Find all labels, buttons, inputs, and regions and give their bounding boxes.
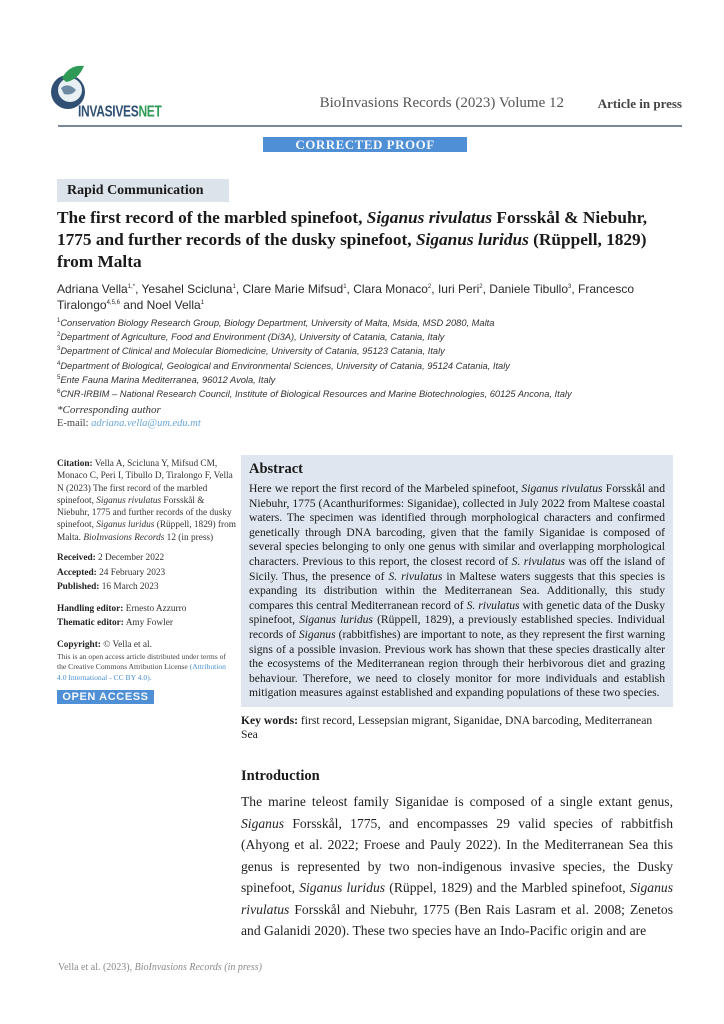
species-name: Siganus rivulatus — [241, 880, 673, 917]
corrected-proof-banner: CORRECTED PROOF — [263, 137, 467, 152]
citation-journal: BioInvasions Records — [83, 532, 165, 543]
species-name: Siganus luridus — [299, 880, 386, 896]
main-column — [241, 455, 673, 942]
citation-text: Forsskål & Niebuhr, 1775 and further records of the dusky spinefoot, — [57, 495, 232, 531]
text-run: Forsskål & Niebuhr, 1775 and further records of the dusky spinefoot, — [57, 208, 648, 249]
article-status: Article in press — [597, 96, 682, 111]
citation-volume: 12 (in press) — [166, 532, 214, 543]
affiliation-text: Department of Biological, Geological and Environmental Sciences, University of Catania, 95124 Catania, Italy — [60, 360, 510, 371]
species-name: Siganus — [241, 815, 285, 831]
keywords-text: first record, Lessepsian migrant, Siganidae, DNA barcoding, Mediterranean Sea — [241, 713, 653, 742]
email-label: E-mail: — [57, 418, 89, 430]
text-run: The first record of the marbled spinefoot, — [57, 208, 367, 227]
article-header-block — [57, 179, 677, 431]
received-value: 2 December 2022 — [98, 553, 165, 564]
copyright-label: Copyright: — [57, 639, 101, 650]
author — [353, 282, 431, 296]
affiliation-number: 4 — [57, 360, 61, 367]
affiliation-text: Ente Fauna Marina Mediterranea, 96012 Avola, Italy — [60, 374, 276, 385]
abstract-text — [249, 482, 665, 701]
affiliation — [57, 373, 677, 387]
species-name: S. rivulatus — [388, 569, 443, 583]
article-title — [57, 207, 657, 273]
affiliation-number: 2 — [57, 332, 61, 339]
copyright-block — [57, 638, 237, 684]
header-divider — [58, 125, 682, 127]
abstract-heading: Abstract — [249, 461, 303, 477]
affiliation-marker: 1 — [200, 300, 205, 306]
handling-editor-value: Ernesto Azzurro — [125, 603, 187, 614]
author-name: Daniele Tibullo — [489, 282, 569, 296]
affiliation-number: 3 — [57, 346, 61, 353]
corresponding-author-note: *Corresponding author — [57, 404, 161, 417]
affiliation-marker: 3 — [568, 284, 572, 290]
handling-editor-label: Handling editor: — [57, 603, 124, 614]
author — [147, 298, 204, 312]
author-name: Clare Marie Mifsud — [242, 282, 344, 296]
species-name: Siganus — [298, 627, 336, 641]
species-name: Siganus rivulatus — [521, 482, 603, 495]
text-run: in Maltese waters suggests that this species is expanding its distribution within the Mediterranean Sea. Additionally, this study compares this central Mediterranean record of — [249, 569, 665, 612]
affiliation — [57, 344, 677, 358]
thematic-editor — [57, 616, 237, 631]
affiliation-marker: 1 — [343, 284, 347, 290]
text-run: (Rüppel, 1829) and the Marbled spinefoot, — [385, 880, 630, 896]
accepted-value: 24 February 2023 — [99, 567, 166, 578]
author-name: Iuri Peri — [437, 282, 480, 296]
affiliation — [57, 330, 677, 344]
accepted-date — [57, 566, 237, 581]
sidebar-column — [57, 458, 237, 704]
affiliation-marker: 1,* — [127, 284, 136, 290]
author-name: Clara Monaco — [353, 282, 428, 296]
citation-species: Siganus luridus — [96, 520, 155, 531]
affiliation-number: 6 — [57, 388, 61, 395]
published-label: Published: — [57, 582, 100, 593]
license-link[interactable]: (Attribution 4.0 International - CC BY 4.0). — [57, 662, 226, 682]
author-name: Adriana Vella — [57, 282, 128, 296]
citation-block — [57, 458, 237, 544]
author — [489, 282, 571, 296]
affiliation-text: Conservation Biology Research Group, Biology Department, University of Malta, Msida, MSD 2080, Malta — [60, 318, 495, 328]
species-name: Siganus rivulatus — [366, 208, 493, 227]
logo-wordmark — [78, 102, 162, 120]
text-run: with genetic data of the Dusky spinefoot, — [249, 598, 665, 627]
author-name: Francesco Tiralongo — [57, 282, 635, 312]
species-name: S. rivulatus — [466, 598, 520, 612]
page-footer — [58, 962, 262, 973]
affiliation — [57, 316, 677, 330]
author-name: Noel Vella — [146, 298, 201, 312]
license-text — [57, 652, 237, 684]
affiliations — [57, 316, 677, 401]
accepted-label: Accepted: — [57, 567, 97, 578]
affiliation-marker: 4,5,6 — [106, 300, 120, 306]
article-type-label: Rapid Communication — [57, 179, 229, 202]
affiliation-marker: 2 — [479, 284, 483, 290]
author — [142, 282, 236, 296]
species-name: S. rivulatus — [511, 554, 565, 568]
license-body: This is an open access article distributed under terms of the Creative Commons Attribution License — [57, 651, 226, 672]
author-name: Yesahel Scicluna — [141, 282, 233, 296]
footer-journal: BioInvasions Records — [134, 962, 222, 973]
affiliation-number: 5 — [57, 374, 61, 381]
editors-block — [57, 602, 237, 631]
thematic-editor-label: Thematic editor: — [57, 618, 124, 629]
citation-text: (Rüppell, 1829) from Malta. — [57, 520, 236, 543]
citation-text: Vella A, Scicluna Y, Mifsud CM, Monaco C, Peri I, Tibullo D, Tiralongo F, Vella N (2023) The first record of the marbled spinefoot, — [57, 459, 233, 506]
dates-block — [57, 551, 237, 595]
author-list: Adriana Vella$^{1,*}$, Yesahel Scicluna$^1$, Clare Marie Mifsud$^1$, Clara Monaco$^2$, Iuri Peri$^2$, Daniele Tibullo$^3$, Francesco Tiralongo$^{4,5,6}$ and Noel Vella$^1$ — [57, 282, 635, 312]
logo-text-main: INVASIVES — [78, 102, 139, 121]
text-run: Forsskål and Niebuhr, 1775 (Acanthuriformes: Siganidae), collected in July 2022 from Maltese coastal waters. The specimen was identified through morphological characters and confirmed genetically through DNA barcoding, given that the family Siganidae is composed of several species belonging to only one genus with similar and overlapping morphological characters. Previous to this report, the closest record of — [249, 482, 665, 568]
journal-name: BioInvasions Records (2023) Volume 12 — [319, 95, 564, 111]
species-name: Siganus luridus — [415, 230, 529, 249]
published-value: 16 March 2023 — [101, 582, 159, 593]
introduction-text — [241, 791, 673, 942]
text-run: Forsskål, 1775, and encompasses 29 valid species of rabbitfish (Ahyong et al. 2022; Froese and Pauly 2022). In the Mediterranean Sea this genus is represented by two non-indigenous invasive species, the Dusky spinefoot, — [241, 815, 673, 896]
affiliation — [57, 359, 677, 373]
published-date — [57, 580, 237, 595]
handling-editor — [57, 602, 237, 617]
citation-species: Siganus rivulatus — [96, 495, 162, 506]
logo-text-accent: NET — [138, 102, 162, 121]
keywords — [241, 714, 661, 743]
copyright-holder: © Vella et al. — [103, 639, 152, 650]
affiliation-marker: 1 — [232, 284, 236, 290]
text-run: Forsskål and Niebuhr, 1775 (Ben Rais Lasram et al. 2008; Zenetos and Galanidi 2020). These two species have an Indo-Pacific origin and are — [241, 901, 673, 939]
footer-status: (in press) — [224, 962, 262, 973]
email-link[interactable]: adriana.vella@um.edu.mt — [91, 418, 201, 430]
text-run: (Rüppell, 1829), a previously established species. Individual records of — [249, 613, 665, 641]
citation-label: Citation: — [57, 459, 93, 469]
author — [243, 282, 347, 296]
invasivesnet-logo — [48, 62, 162, 122]
text-run: (rabbitfishes) are important to note, as they represent the first warning signs of a possible invasion. Previous work has shown that these species drastically alter the ecosystems of the Mediterranean region through their herbivorous diet and grazing behaviour. Therefore, we need to closely monitor for more individuals and establish mitigation measures against established and expanding populations of these two species. — [249, 627, 665, 700]
species-name: Siganus luridus — [299, 613, 373, 627]
received-date — [57, 551, 237, 566]
text-run: was off the island of Sicily. Thus, the presence of — [249, 554, 665, 583]
affiliation-text: CNR-IRBIM – National Research Council, Institute of Biological Resources and Marine Biotechnologies, 60125 Ancona, Italy — [60, 389, 572, 400]
introduction-heading: Introduction — [241, 767, 320, 784]
footer-citation: Vella et al. (2023), — [58, 962, 133, 973]
affiliation-text: Department of Agriculture, Food and Environment (Di3A), University of Catania, Catania, Italy — [60, 332, 445, 343]
text-run: Here we report the first record of the Marbeled spinefoot, — [249, 482, 522, 495]
received-label: Received: — [57, 553, 96, 564]
affiliation — [57, 387, 677, 401]
text-run: (Rüppell, 1829) from Malta — [57, 230, 647, 271]
text-run: The marine teleost family Siganidae is composed of a single extant genus, — [241, 793, 673, 809]
affiliation-number: 1 — [57, 317, 61, 324]
email-line — [57, 417, 677, 431]
author — [438, 282, 483, 296]
affiliation-marker: 2 — [427, 284, 432, 290]
keywords-label: Key words: — [241, 713, 298, 727]
abstract-box — [241, 455, 673, 707]
affiliation-text: Department of Clinical and Molecular Biomedicine, University of Catania, 95123 Catania, Italy — [60, 346, 445, 357]
author — [57, 282, 135, 296]
thematic-editor-value: Amy Fowler — [125, 618, 173, 629]
open-access-badge: OPEN ACCESS — [57, 690, 154, 704]
